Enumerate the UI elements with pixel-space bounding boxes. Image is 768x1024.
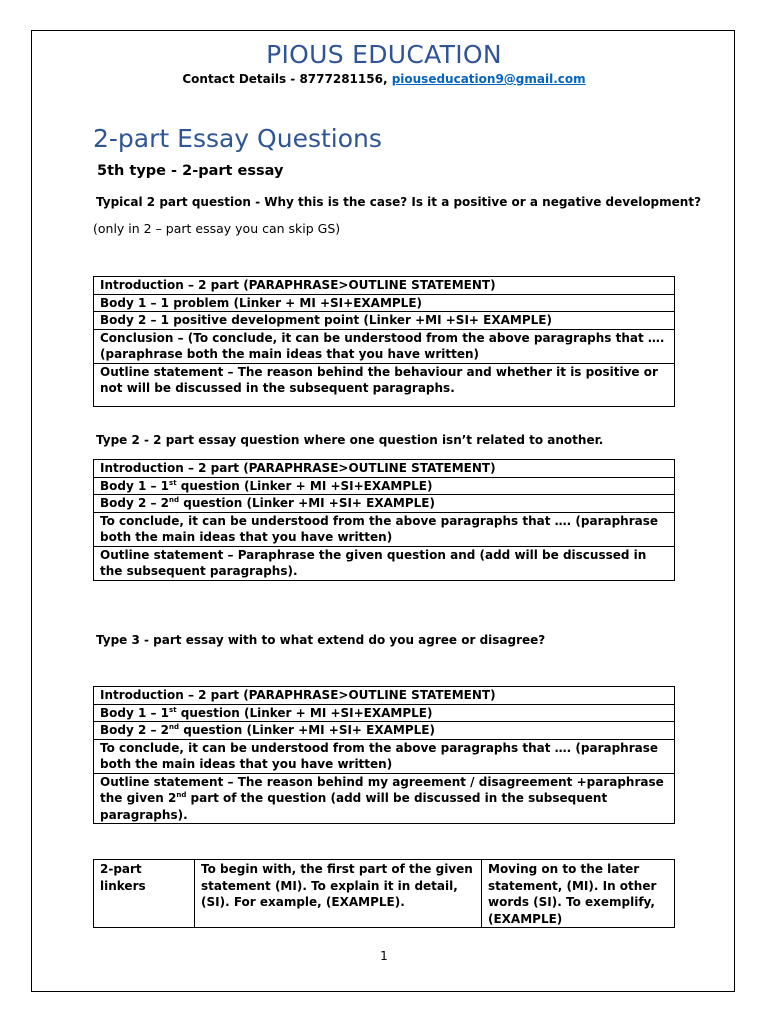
- table-cell: Introduction – 2 part (PARAPHRASE>OUTLINE STATEMENT): [94, 277, 675, 295]
- table-cell: Introduction – 2 part (PARAPHRASE>OUTLINE STATEMENT): [94, 460, 675, 478]
- page-title: 2-part Essay Questions: [93, 124, 382, 153]
- section-subtitle: 5th type - 2-part essay: [97, 163, 284, 179]
- table-row: [94, 477, 675, 495]
- cell-text: question (Linker +MI +SI+ EXAMPLE): [179, 496, 435, 510]
- ordinal-suffix: st: [169, 478, 177, 487]
- table-cell: Outline statement – Paraphrase the given question and (add will be discussed in the subsequent paragraphs).: [94, 546, 675, 580]
- ordinal-suffix: nd: [169, 723, 180, 731]
- cell-text: Outline statement – The reason behind my agreement / disagreement +paraphrase the given 2: [100, 774, 664, 805]
- email-link[interactable]: piouseducation9@gmail.com: [391, 72, 586, 86]
- contact-prefix: Contact Details - 8777281156,: [182, 72, 392, 86]
- table-row: [94, 722, 675, 740]
- table-cell: [94, 495, 675, 513]
- table-cell: Body 2 – 1 positive development point (Linker +MI +SI+ EXAMPLE): [94, 312, 675, 330]
- table-row: [94, 329, 675, 363]
- table-cell: To conclude, it can be understood from the above paragraphs that …. (paraphrase both the main ideas that you have written): [94, 512, 675, 546]
- table-row: [94, 460, 675, 478]
- table-cell: Outline statement – The reason behind the behaviour and whether it is positive or not will be discussed in the subsequent paragraphs.: [94, 363, 675, 406]
- table-row: [94, 277, 675, 295]
- contact-details: [0, 72, 768, 86]
- structure-table-1: [93, 276, 675, 407]
- linkers-table: [93, 859, 675, 928]
- type3-heading: Type 3 - part essay with to what extend do you agree or disagree?: [96, 633, 546, 647]
- linkers-first-part: To begin with, the first part of the given statement (MI). To explain it in detail, (SI). For example, (EXAMPLE).: [195, 860, 482, 928]
- brand-title: PIOUS EDUCATION: [266, 40, 502, 69]
- type2-heading: Type 2 - 2 part essay question where one question isn’t related to another.: [96, 433, 604, 447]
- table-cell: Conclusion – (To conclude, it can be understood from the above paragraphs that ….(paraphrase both the main ideas that you have written): [94, 329, 675, 363]
- table-row: [94, 860, 675, 928]
- table-row: [94, 312, 675, 330]
- ordinal-suffix: nd: [176, 791, 187, 799]
- table-cell: [94, 704, 675, 722]
- note-text: (only in 2 – part essay you can skip GS): [93, 221, 341, 236]
- table-cell: [94, 477, 675, 495]
- structure-table-3: [93, 686, 675, 824]
- table-row: [94, 773, 675, 824]
- table-cell: Body 1 – 1 problem (Linker + MI +SI+EXAMPLE): [94, 294, 675, 312]
- cell-text: Body 2 – 2: [100, 723, 170, 737]
- structure-table-2: [93, 459, 675, 581]
- linkers-second-part: Moving on to the later statement, (MI). In other words (SI). To exemplify, (EXAMPLE): [482, 860, 675, 928]
- ordinal-suffix: nd: [169, 496, 180, 504]
- linkers-label: 2-part linkers: [94, 860, 195, 928]
- cell-text: question (Linker + MI +SI+EXAMPLE): [176, 705, 433, 720]
- table-cell: Introduction – 2 part (PARAPHRASE>OUTLINE STATEMENT): [94, 687, 675, 705]
- table-cell: [94, 773, 675, 824]
- cell-text: part of the question (add will be discussed in the subsequent paragraphs).: [100, 791, 608, 822]
- table-row: [94, 512, 675, 546]
- table-row: [94, 704, 675, 722]
- table-row: [94, 363, 675, 406]
- ordinal-suffix: st: [169, 705, 177, 714]
- cell-text: question (Linker +MI +SI+ EXAMPLE): [179, 723, 435, 737]
- cell-text: Body 1 – 1: [100, 478, 170, 493]
- table-row: [94, 739, 675, 773]
- page-number: 1: [380, 949, 388, 963]
- cell-text: Body 1 – 1: [100, 705, 170, 720]
- table-cell: To conclude, it can be understood from the above paragraphs that …. (paraphrase both the main ideas that you have written): [94, 739, 675, 773]
- table-cell: [94, 722, 675, 740]
- table-row: [94, 546, 675, 580]
- table-row: [94, 687, 675, 705]
- typical-question: Typical 2 part question - Why this is the case? Is it a positive or a negative development?: [96, 195, 702, 209]
- cell-text: Body 2 – 2: [100, 496, 170, 510]
- table-row: [94, 495, 675, 513]
- cell-text: question (Linker + MI +SI+EXAMPLE): [176, 478, 433, 493]
- table-row: [94, 294, 675, 312]
